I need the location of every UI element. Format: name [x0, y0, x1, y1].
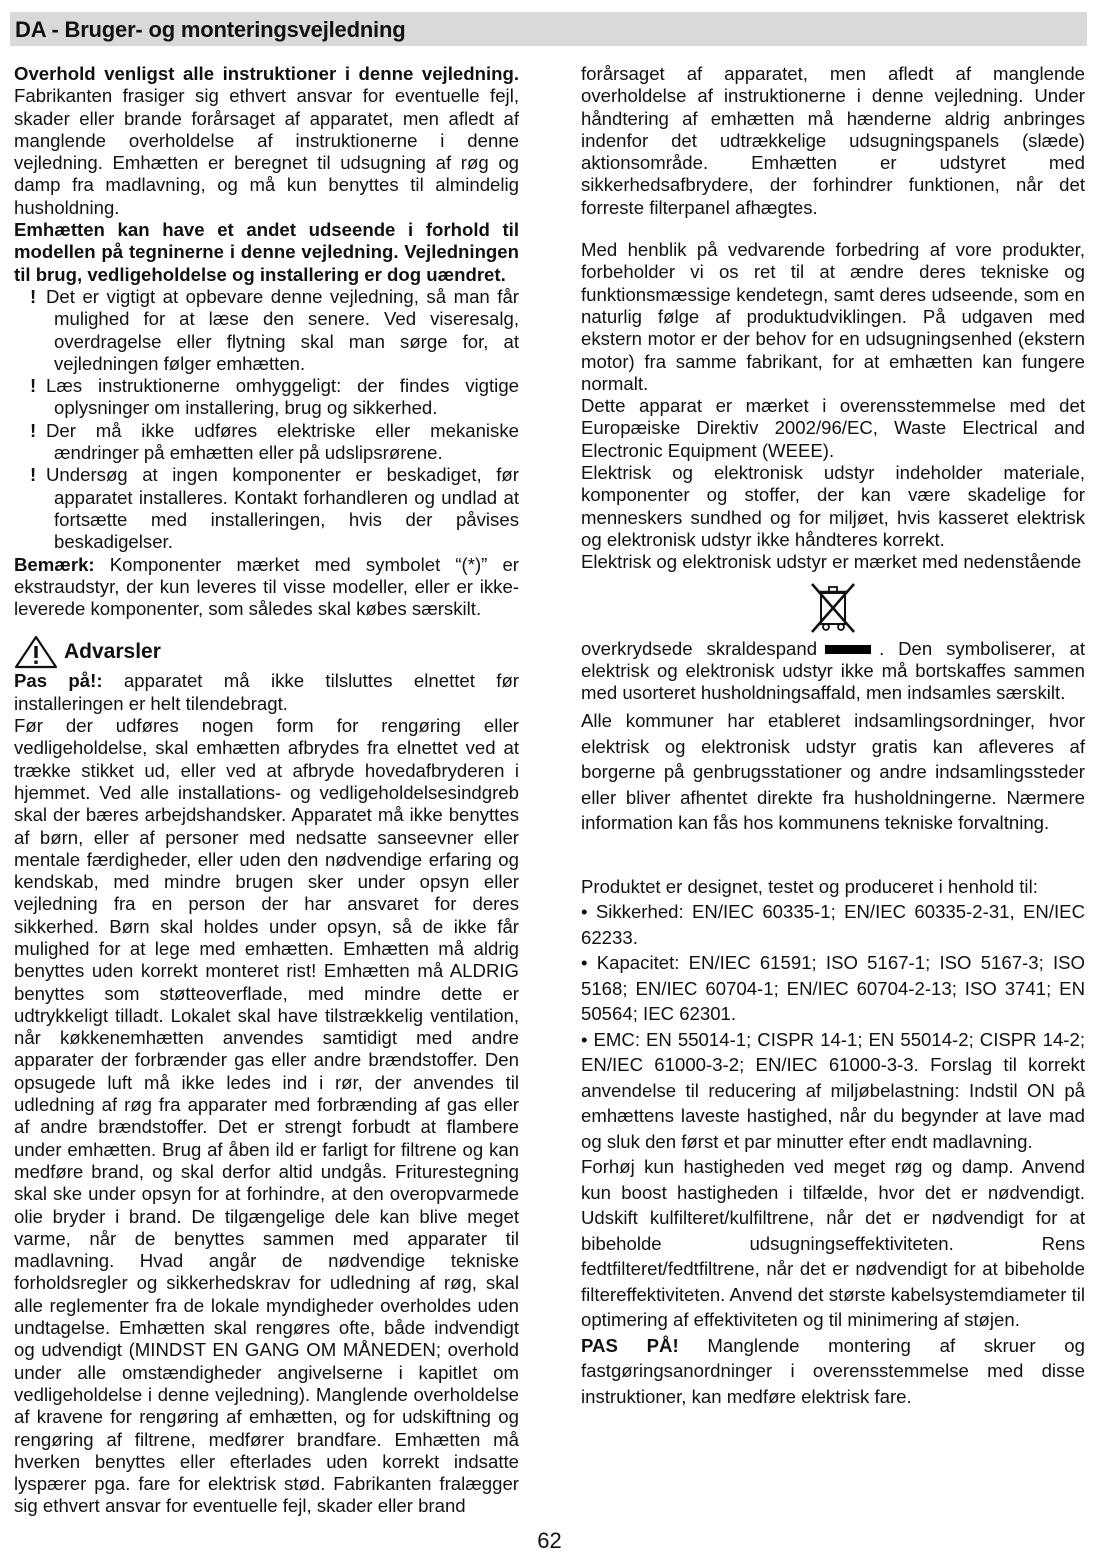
exclamation-icon: !: [30, 375, 37, 397]
weee-symbol: [581, 578, 1085, 638]
black-bar-icon: [825, 645, 871, 654]
continued-paragraph: forårsaget af apparatet, men afledt af manglende overholdelse af instruktionerne i denne vejledning. Under håndtering af emhætten må hænderne aldrig anbringes indenfor det udtrækkelige udsugningspanels (slæde) aktionsområde. Emhætten er udstyret med sikkerhedsafbrydere, der forhindrer funktionen, når det forreste filterpanel afhægtes.: [581, 63, 1085, 218]
list-item: ! Undersøg at ingen komponenter er beskadiget, før apparatet installeres. Kontakt forhandleren og undlad at fortsætte med installeringen, hvis der påvises beskadigelser.: [30, 464, 519, 553]
improvement-paragraph: Med henblik på vedvarende forbedring af vore produkter, forbeholder vi os ret til at ændre deres tekniske og funktionsmæssige kendetegn, samt deres udseende, som en naturlig følge af produktudviklingen. På udgaven med ekstern motor er der behov for en udsugningsenhed (ekstern motor) fra samme fabrikant, for at emhætten kan fungere normalt.: [581, 239, 1085, 394]
intro-paragraph: Overhold venligst alle instruktioner i denne vejledning. Fabrikanten frasiger sig ethvert ansvar for eventuelle fejl, skader eller brande forårsaget af apparatet, men afledt af manglende overholdelse af instruktionerne i denne vejledning. Emhætten er beregnet til udsugning af røg og damp fra madlavning, og må kun benyttes til almindelig husholdning.: [14, 63, 519, 218]
standard-emc: • EMC: EN 55014-1; CISPR 14-1; EN 55014-2; CISPR 14-2; EN/IEC 61000-3-2; EN/IEC 61000-3-3. Forslag til korrekt anvendelse til reducering af miljøbelastning: Indstil ON på emhættens laveste hastighed, når du begynder at lave mad og sluk den først et par minutter efter endt madlavning.: [581, 1028, 1085, 1152]
note-paragraph: Bemærk: Komponenter mærket med symbolet “(*)” er ekstraudstyr, der kun leveres til visse modeller, eller er ikke-leverede komponenter, som således skal købes særskilt.: [14, 553, 519, 620]
list-item: ! Læs instruktionerne omhyggeligt: der findes vigtige oplysninger om installering, brug og sikkerhed.: [30, 375, 519, 419]
warnings-paragraph: Før der udføres nogen form for rengøring eller vedligeholdelse, skal emhætten afbrydes fra elnettet ved at trække stikket ud, eller ved at afbryde hovedafbryderen i hjemmet. Ved alle installations- og vedligeholdelsesindgreb skal der bæres arbejdshandsker. Apparatet må ikke benyttes af børn, eller af personer med nedsatte sanseevner eller mentale færdigheder, eller uden den nødvendige erfaring og kendskab, med mindre brugen sker under opsyn eller vejledning fra en person der har ansvaret for deres sikkerhed. Børn skal holdes under opsyn, så de ikke får mulighed for at lege med emhætten. Emhætten må aldrig benyttes uden korrekt monteret rist! Emhætten må ALDRIG benyttes som støtteoverflade, med mindre dette er udtrykkeligt tilladt. Lokalet skal have tilstrækkelig ventilation, når køkkenemhætten anvendes samtidigt med andre apparater der forbrænder gas eller andre brændstoffer. Den opsugede luft må ikke ledes ind i rør, der anvendes til udledning af røg fra apparater med forbrænding af gas eller af andre brændstoffer. Det er strengt forbudt at flambere under emhætten. Brug af åben ild er farligt for filtrene og kan medføre brand, og skal derfor altid undgås. Friturestegning skal ske under opsyn for at forhindre, at den overopvarmede olie bryder i brand. De tilgængelige dele kan blive meget varme, når de benyttes sammen med apparater til madlavning. Hvad angår de nødvendige tekniske forholdsregler og sikkerhedskrav for udledning af røg, skal alle reglementer fra de lokale myndigheder overholdes uden undtagelse. Emhætten skal rengøres ofte, både indvendigt og udvendigt (MINDST EN GANG OM MÅNEDEN; overhold under alle omstændigheder angivelserne i kapitlet om vedligeholdelse i denne vejledning). Manglende overholdelse af kravene for rengøring af emhætten, og for udskiftning og rengøring af filtrene, medfører brandfare. Emhætten må hverken benyttes eller efterlades uden korrekt indsatte lyspærer pga. fare for elektrisk stød. Fabrikanten fralægger sig ethvert ansvar for eventuelle fejl, skader eller brand: [14, 715, 519, 1517]
crossed-bin-icon: [804, 578, 862, 636]
weee-symbol-paragraph: overkrydsede skraldespand . Den symboliserer, at elektrisk og elektronisk udstyr ikke må bortskaffes sammen med usorteret husholdningsaffald, men indsamles særskilt.: [581, 637, 1086, 704]
variant-notice: Emhætten kan have et andet udseende i forhold til modellen på tegninerne i denne vejledning. Vejledningen til brug, vedligeholdelse og installering er dog uændret.: [14, 219, 519, 285]
standard-safety: • Sikkerhed: EN/IEC 60335-1; EN/IEC 60335-2-31, EN/IEC 62233.: [581, 901, 1085, 948]
page-number: 62: [537, 1528, 562, 1553]
exclamation-icon: !: [30, 419, 37, 441]
exclamation-icon: !: [30, 285, 37, 307]
exclamation-icon: !: [30, 464, 37, 486]
municipal-paragraph: Alle kommuner har etableret indsamlingsordninger, hvor elektrisk og elektronisk udstyr gratis kan afleveres af borgerne på genbrugsstationer og andre indsamlingssteder eller bliver afhentet direkte fra husholdningerne. Nærmere information kan fås hos kommunens tekniske forvaltning.: [581, 710, 1085, 834]
warnings-title: Advarsler: [64, 640, 161, 664]
right-column: [581, 63, 1085, 1409]
designed-paragraph: Produktet er designet, testet og produceret i henhold til:: [581, 875, 1038, 897]
page-header: [10, 12, 1087, 46]
speed-advice-paragraph: Forhøj kun hastigheden ved meget røg og damp. Anvend kun boost hastigheden i tilfælde, hvor det er nødvendigt. Udskift kulfilteret/kulfiltrene, når det er nødvendigt for at bibeholde udsugningseffektiviteten. Rens fedtfilteret/fedtfiltrene, når det er nødvendigt for at bibeholde filtereffektiviteten. Anvend det største kabelsystemdiameter til optimering af effektiviteten og til minimering af støjen.: [581, 1156, 1085, 1331]
weee-marked-paragraph: Elektrisk og elektronisk udstyr er mærket med nedenstående: [581, 551, 1082, 573]
caution-final-paragraph: PAS PÅ! Manglende montering af skruer og fastgøringsanordninger i overensstemmelse med disse instruktioner, kan medføre elektrisk fare.: [581, 1334, 1085, 1407]
weee-directive-paragraph: Dette apparat er mærket i overensstemmelse med det Europæiske Direktiv 2002/96/EC, Waste Electrical and Electronic Equipment (WEEE).: [581, 395, 1085, 461]
standard-capacity: • Kapacitet: EN/IEC 61591; ISO 5167-1; ISO 5167-3; ISO 5168; EN/IEC 60704-1; EN/IEC 60704-2-13; ISO 3741; EN 50564; IEC 62301.: [581, 952, 1085, 1025]
warning-triangle-icon: [14, 635, 58, 669]
left-column: [14, 63, 519, 1518]
page-title: DA - Bruger- og monteringsvejledning: [15, 17, 406, 42]
warnings-heading: [14, 634, 519, 670]
weee-contains-paragraph: Elektrisk og elektronisk udstyr indeholder materiale, komponenter og stoffer, der kan være skadelige for menneskers sundhed og for miljøet, hvis kasseret elektrisk og elektronisk udstyr ikke håndteres korrekt.: [581, 462, 1085, 550]
caution-paragraph: Pas på!: apparatet må ikke tilsluttes elnettet før installeringen er helt tilendebragt.: [14, 670, 519, 714]
list-item: ! Det er vigtigt at opbevare denne vejledning, så man får mulighed for at læse den senere. Ved viseresalg, overdragelse eller flytning skal man sørge for, at vejledningen følger emhætten.: [30, 285, 519, 374]
list-item: ! Der må ikke udføres elektriske eller mekaniske ændringer på emhætten eller på udslipsrørene.: [30, 419, 519, 464]
